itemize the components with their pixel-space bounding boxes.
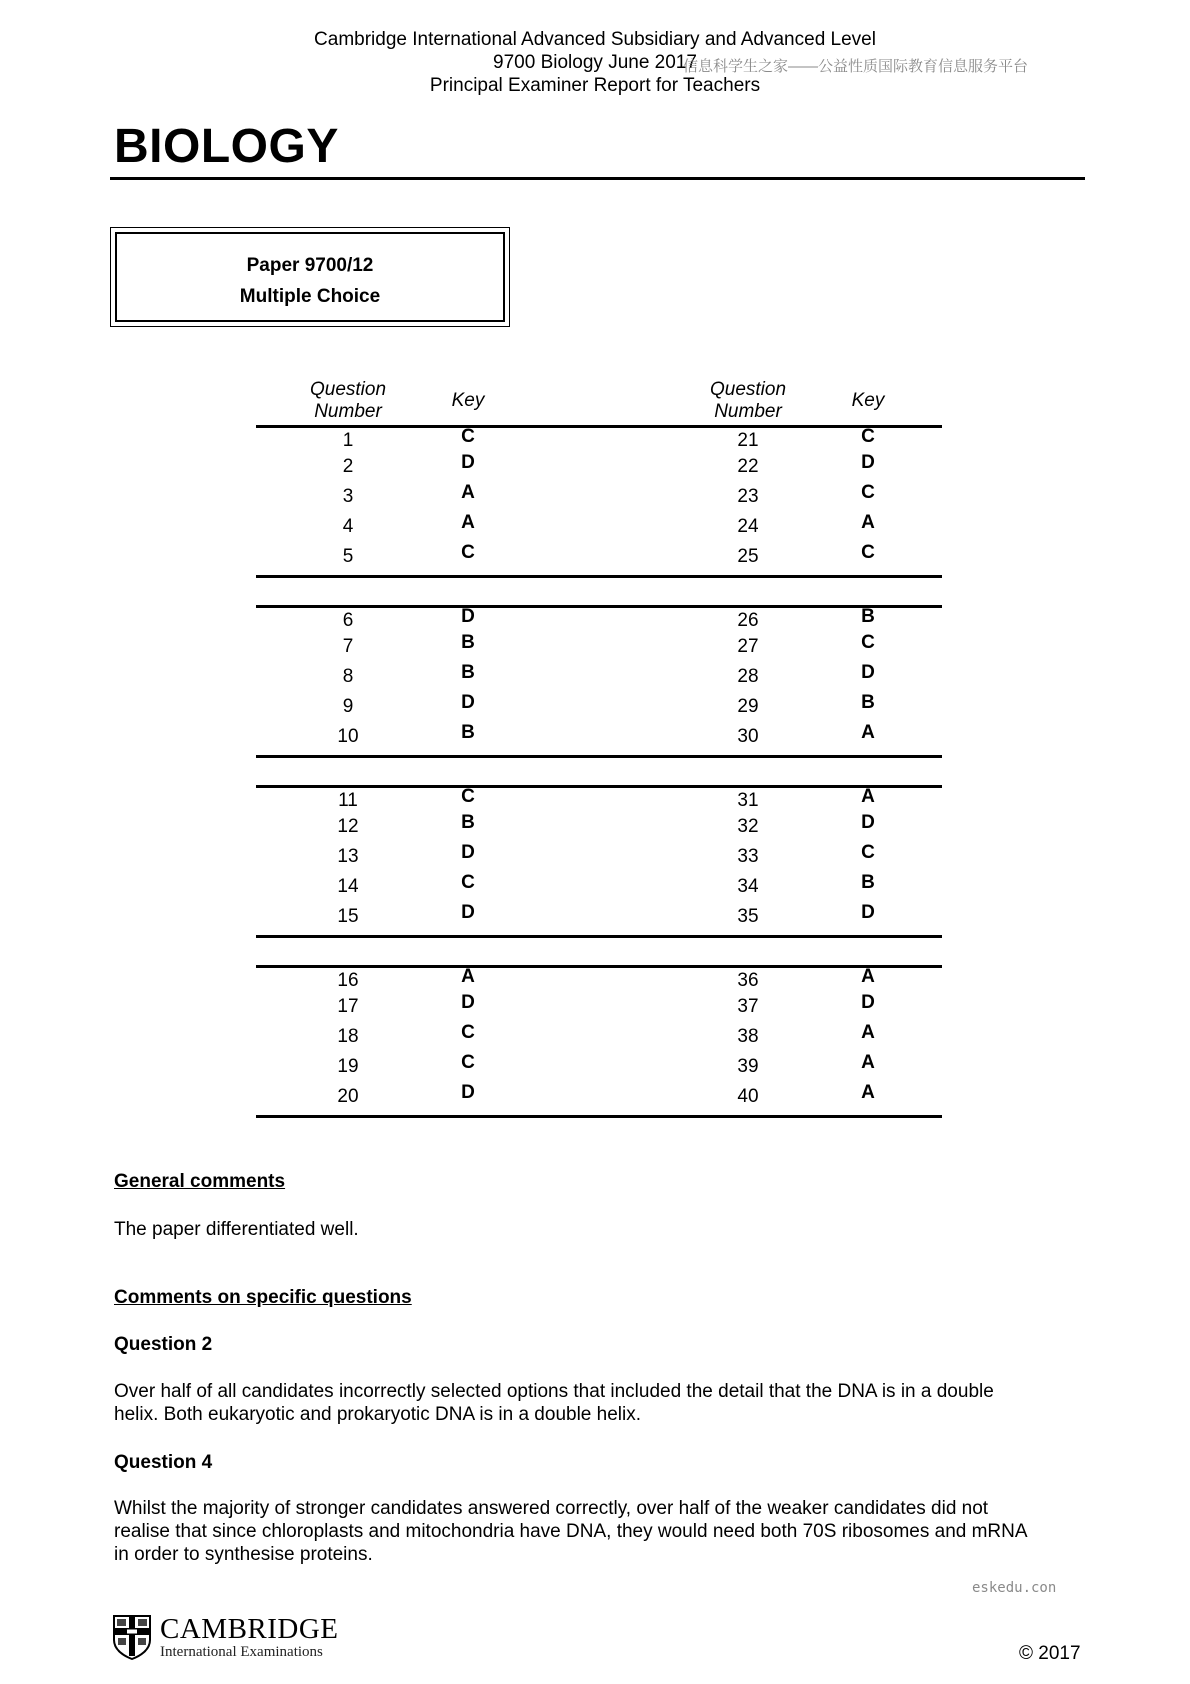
header-line-1: Cambridge International Advanced Subsidiary and Advanced Level xyxy=(314,29,876,50)
page-title: BIOLOGY xyxy=(114,120,339,173)
header-key-right: Key xyxy=(851,390,885,411)
question-4-line-3: in order to synthesise proteins. xyxy=(114,1544,373,1565)
answer-key: A xyxy=(861,512,875,533)
question-number: 8 xyxy=(342,666,354,687)
watermark-text: 信息科学生之家——公益性质国际教育信息服务平台 xyxy=(683,58,1029,75)
answer-key: D xyxy=(461,992,475,1013)
answer-key: A xyxy=(861,786,875,807)
logo-subtitle: International Examinations xyxy=(160,1644,323,1660)
question-number: 11 xyxy=(338,790,358,811)
question-2-text xyxy=(114,1380,1094,1426)
answer-key: D xyxy=(461,842,475,863)
question-number: 24 xyxy=(737,516,759,537)
paper-code: Paper 9700/12 xyxy=(246,255,374,276)
question-number: 32 xyxy=(737,816,759,837)
group-bottom-rule xyxy=(256,1115,942,1118)
question-number: 6 xyxy=(342,610,354,631)
answer-key: A xyxy=(461,482,475,503)
answer-key: C xyxy=(461,1022,475,1043)
question-4-line-2: realise that since chloroplasts and mitochondria have DNA, they would need both 70S ribosomes and mRNA xyxy=(114,1521,1028,1542)
header-question-number-left xyxy=(280,379,416,423)
question-number: 25 xyxy=(737,546,759,567)
answer-key: D xyxy=(461,452,475,473)
paper-box-inner-border xyxy=(115,232,505,322)
group-bottom-rule xyxy=(256,755,942,758)
answer-key: C xyxy=(861,542,875,563)
answer-key: C xyxy=(861,482,875,503)
question-number: 36 xyxy=(737,970,759,991)
question-4-text xyxy=(114,1497,1094,1566)
cambridge-crest-icon xyxy=(112,1614,152,1660)
question-number: 31 xyxy=(737,790,759,811)
question-number: 12 xyxy=(337,816,359,837)
answer-key: B xyxy=(461,632,475,653)
answer-key: A xyxy=(861,966,875,987)
paper-box xyxy=(110,227,510,327)
answer-key: A xyxy=(861,722,875,743)
question-number: 26 xyxy=(737,610,759,631)
question-number: 33 xyxy=(737,846,759,867)
question-number: 2 xyxy=(342,456,354,477)
question-number: 5 xyxy=(342,546,354,567)
question-number: 21 xyxy=(737,430,759,451)
question-number: 35 xyxy=(737,906,759,927)
cambridge-logo xyxy=(112,1614,347,1664)
question-number: 19 xyxy=(337,1056,359,1077)
question-4-line-1: Whilst the majority of stronger candidates answered correctly, over half of the weaker candidates did not xyxy=(114,1498,989,1519)
answer-key: B xyxy=(461,812,475,833)
answer-key: D xyxy=(461,692,475,713)
question-2-line-1: Over half of all candidates incorrectly selected options that included the detail that the DNA is in a double xyxy=(114,1381,994,1402)
question-number: 27 xyxy=(737,636,759,657)
answer-key: C xyxy=(461,1052,475,1073)
question-number: 3 xyxy=(342,486,354,507)
answer-key: D xyxy=(861,662,875,683)
question-number: 17 xyxy=(337,996,359,1017)
group-bottom-rule xyxy=(256,935,942,938)
answer-key: A xyxy=(861,1022,875,1043)
question-number: 30 xyxy=(737,726,759,747)
question-4-heading: Question 4 xyxy=(114,1452,213,1473)
answer-key: A xyxy=(861,1052,875,1073)
question-number: 10 xyxy=(337,726,359,747)
header-question-number-right xyxy=(680,379,816,423)
logo-name: CAMBRIDGE xyxy=(160,1613,339,1645)
answer-key: A xyxy=(461,966,475,987)
question-number: 20 xyxy=(337,1086,359,1107)
question-number: 22 xyxy=(737,456,759,477)
header-number-label: Number xyxy=(714,401,782,422)
general-comments-heading: General comments xyxy=(114,1171,286,1192)
paper-type: Multiple Choice xyxy=(239,286,381,307)
answer-key: D xyxy=(861,902,875,923)
question-number: 16 xyxy=(337,970,359,991)
question-number: 37 xyxy=(737,996,759,1017)
answer-key: D xyxy=(461,606,475,627)
answer-key: C xyxy=(461,542,475,563)
question-number: 34 xyxy=(737,876,759,897)
answer-key: B xyxy=(861,692,875,713)
question-number: 15 xyxy=(337,906,359,927)
answer-key: D xyxy=(861,812,875,833)
copyright: © 2017 xyxy=(1019,1643,1081,1664)
general-comments-text: The paper differentiated well. xyxy=(114,1219,359,1240)
header-line-2: 9700 Biology June 2017 xyxy=(493,52,697,73)
answer-key: C xyxy=(861,426,875,447)
site-watermark: eskedu.con xyxy=(972,1580,1057,1596)
question-number: 13 xyxy=(337,846,359,867)
header-question-label: Question xyxy=(309,379,387,400)
question-number: 38 xyxy=(737,1026,759,1047)
answer-key: C xyxy=(861,842,875,863)
header-key-left: Key xyxy=(451,390,485,411)
answer-key: D xyxy=(861,452,875,473)
answer-key: A xyxy=(861,1082,875,1103)
answer-key: C xyxy=(861,632,875,653)
group-bottom-rule xyxy=(256,575,942,578)
answer-key: C xyxy=(461,426,475,447)
question-number: 40 xyxy=(737,1086,759,1107)
header-line-3: Principal Examiner Report for Teachers xyxy=(429,75,761,96)
specific-comments-heading: Comments on specific questions xyxy=(114,1287,412,1308)
answer-key: B xyxy=(861,606,875,627)
question-number: 18 xyxy=(337,1026,359,1047)
question-number: 1 xyxy=(342,430,354,451)
question-2-heading: Question 2 xyxy=(114,1334,213,1355)
answer-key: A xyxy=(461,512,475,533)
answer-key: C xyxy=(461,786,475,807)
question-number: 4 xyxy=(342,516,354,537)
question-number: 7 xyxy=(342,636,354,657)
answer-key: D xyxy=(461,1082,475,1103)
title-rule xyxy=(110,177,1085,180)
answer-key: B xyxy=(861,872,875,893)
question-number: 39 xyxy=(737,1056,759,1077)
question-2-line-2: helix. Both eukaryotic and prokaryotic DNA is in a double helix. xyxy=(114,1404,641,1425)
answer-key: D xyxy=(461,902,475,923)
question-number: 14 xyxy=(337,876,359,897)
answer-key: B xyxy=(461,662,475,683)
question-number: 29 xyxy=(737,696,759,717)
answer-key: D xyxy=(861,992,875,1013)
header-question-label: Question xyxy=(709,379,787,400)
header-number-label: Number xyxy=(314,401,382,422)
question-number: 9 xyxy=(342,696,354,717)
question-number: 23 xyxy=(737,486,759,507)
question-number: 28 xyxy=(737,666,759,687)
answer-key: C xyxy=(461,872,475,893)
answer-key: B xyxy=(461,722,475,743)
